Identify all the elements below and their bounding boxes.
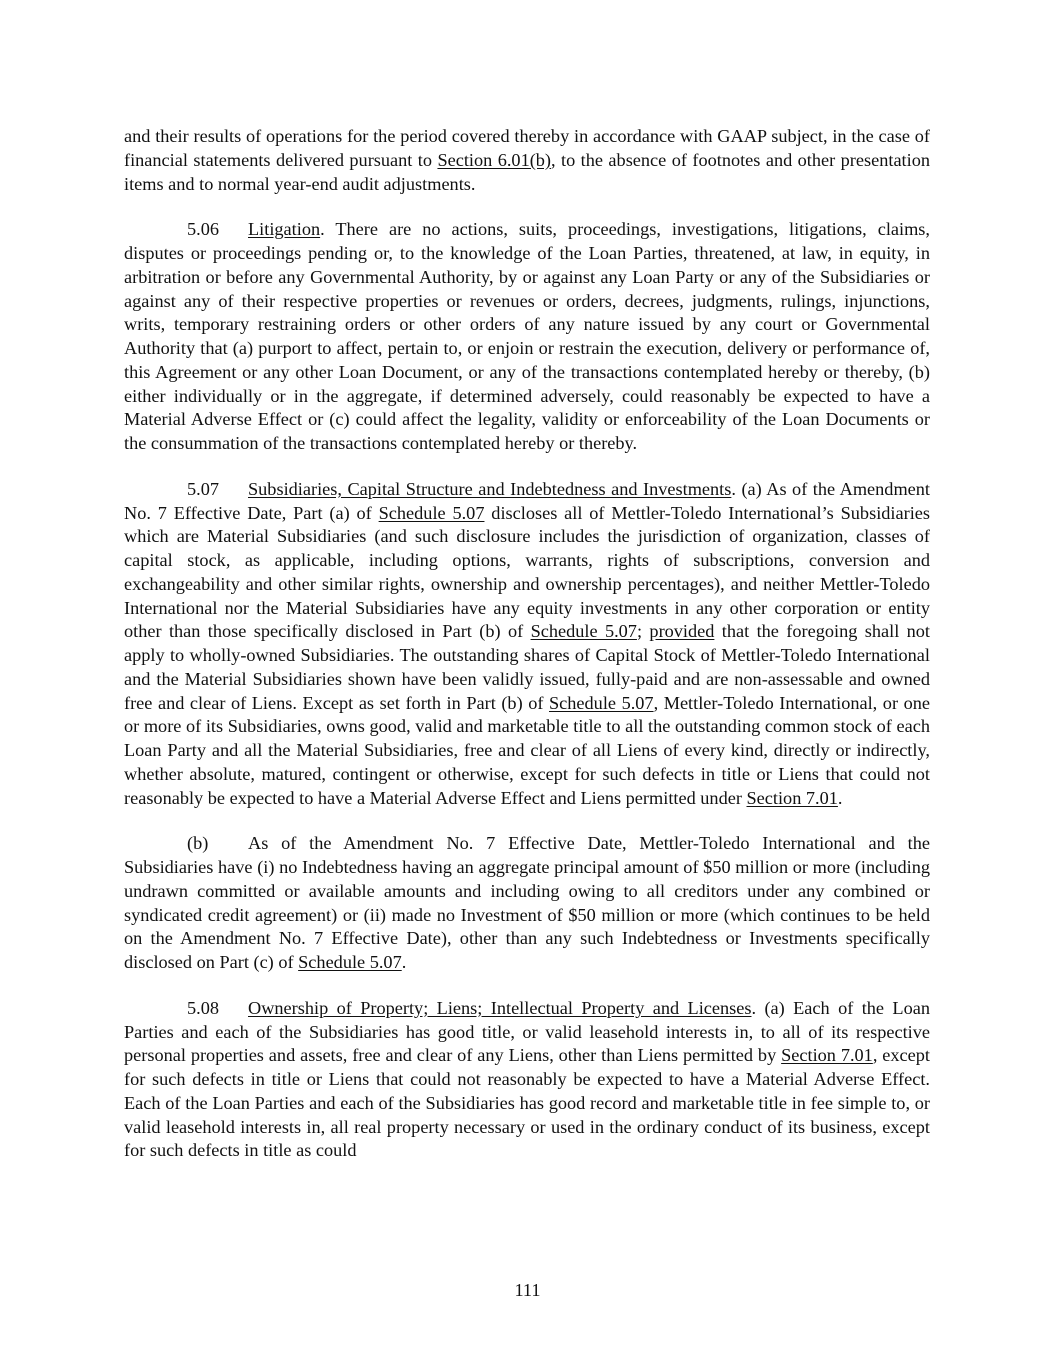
paragraph [124,218,930,456]
paragraph [124,478,930,811]
text-segment: and their results of operations for the period covered thereby in accordance with GAAP subject, in the case of financial statements delivered pursuant to [124,126,930,170]
text-segment: discloses all of Mettler-Toledo International’s Subsidiaries which are Material Subsidiaries (and such disclosure includes the jurisdiction of organization, classes of capital stock, as applicable, including options, warrants, rights of subscriptions, conversion and exchangeability and other similar rights, ownership and ownership percentages), and neither Mettler-Toledo International nor the Material Subsidiaries have any equity investments in any other corporation or entity other than those specifically disclosed in Part (b) of [124,502,930,642]
section-number: 5.07 [187,478,219,499]
paragraph [124,997,930,1163]
underlined-reference: Schedule 5.07 [549,692,654,713]
text-segment: , Mettler-Toledo International, or one or more of its Subsidiaries, owns good, valid and marketable title to all the outstanding common stock of each Loan Party and all the Material Subsidiaries, free and clear of all Liens of every kind, directly or indirectly, whether absolute, matured, contingent or otherwise, except for such defects in title or Liens that could not reasonably be expected to have a Material Adverse Effect and Liens permitted under [124,692,930,808]
paragraph [124,125,930,196]
document-body [124,125,930,1185]
text-segment: that the foregoing shall not apply to wholly-owned Subsidiaries. The outstanding shares of Capital Stock of Mettler-Toledo International and the Material Subsidiaries shown have been validly issued, fully-paid and are non-assessable and owned free and clear of Liens. Except as set forth in Part (b) of [124,621,931,713]
section-number: 5.06 [187,219,219,240]
paragraph [124,832,930,975]
underlined-reference: Section 7.01 [781,1045,873,1066]
section-number: (b) [187,833,209,854]
underlined-reference: Schedule 5.07 [378,502,485,523]
text-segment: ; [636,621,650,642]
page-number: 111 [514,1280,541,1300]
underlined-reference: Subsidiaries, Capital Structure and Indebtedness and Investments [248,478,732,499]
underlined-reference: Litigation [248,219,321,240]
underlined-reference: Ownership of Property; Liens; Intellectual Property and Licenses [248,997,752,1018]
underlined-reference: Schedule 5.07 [298,952,402,972]
underlined-reference: Section 7.01 [746,787,838,808]
underlined-reference: provided [649,621,715,642]
text-segment: . [837,787,843,808]
section-number: 5.08 [187,997,219,1018]
underlined-reference: Section 6.01(b) [437,149,552,170]
text-segment: As of the Amendment No. 7 Effective Date, Mettler-Toledo International and the Subsidiaries have (i) no Indebtedness having an aggregate principal amount of $50 million or more (including undrawn committed or available amounts and including owing to all creditors under any combined or syndicated credit agreement) or (ii) made no Investment of $50 million or more (which continues to be held on the Amendment No. 7 Effective Date), other than any such Indebtedness or Investments specifically disclosed on Part (c) of [124,833,930,972]
text-segment: , except for such defects in title or Liens that could not reasonably be expected to have a Material Adverse Effect. Each of the Loan Parties and each of the Subsidiaries has good record and marketable title in fee simple to, or valid leasehold interests in, all real property necessary or used in the ordinary conduct of its business, except for such defects in title as could [124,1045,930,1161]
text-segment: , to the absence of footnotes and other presentation items and to normal year-end audit adjustments. [124,149,930,194]
text-segment: . There are no actions, suits, proceedings, investigations, litigations, claims, disputes or proceedings pending or, to the knowledge of the Loan Parties, threatened, at law, in equity, in arbitration or before any Governmental Authority, by or against any Loan Party or any of the Subsidiaries or against any of their respective properties or revenues or orders, decrees, judgments, rulings, injunctions, writs, temporary restraining orders or other orders of any nature issued by any court or Governmental Authority that (a) purport to affect, pertain to, or enjoin or restrain the execution, delivery or performance of, this Agreement or any other Loan Document, or any of the transactions contemplated hereby or thereby, (b) either individually or in the aggregate, if determined adversely, could reasonably be expected to have a Material Adverse Effect or (c) could affect the legality, validity or enforceability of the Loan Documents or the consummation of the transactions contemplated hereby or thereby. [124,219,930,453]
underlined-reference: Schedule 5.07 [530,621,637,642]
text-segment: . (a) As of the Amendment No. 7 Effective Date, Part (a) of [124,478,930,523]
text-segment: . (a) Each of the Loan Parties and each of the Subsidiaries has good title, or valid leasehold interests in, to all of its respective personal properties and assets, free and clear of any Liens, other than Liens permitted by [124,997,930,1066]
text-segment: . [401,952,407,972]
